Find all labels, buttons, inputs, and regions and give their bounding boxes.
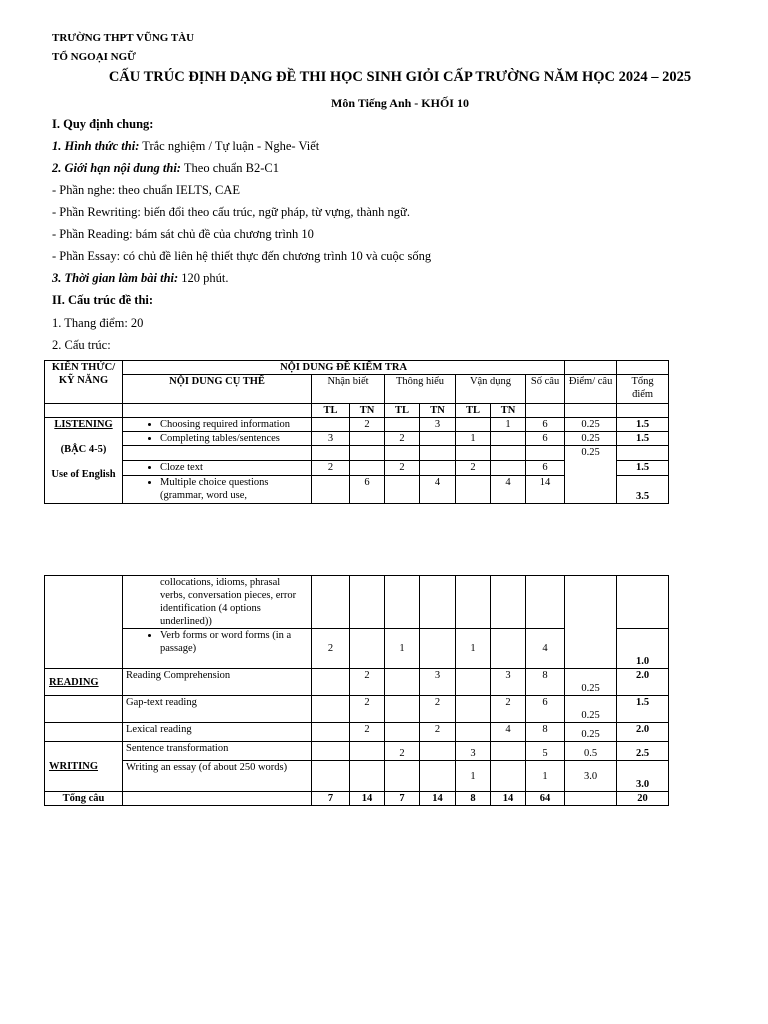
table-row — [45, 418, 669, 432]
cell-value: 6 — [526, 696, 565, 723]
header-application: Vận dụng — [456, 375, 526, 404]
skill-reading-cell — [45, 669, 123, 696]
skill-level: (BẬC 4-5) — [60, 444, 107, 455]
header-row-2 — [45, 375, 669, 404]
reading-note: - Phần Reading: bám sát chủ đề của chương trình 10 — [52, 227, 314, 241]
section-1-heading: I. Quy định chung: — [52, 117, 154, 131]
cell-value: 4 — [420, 476, 456, 504]
cell-value: 2.0 — [617, 669, 669, 696]
cell-value: 1 — [456, 629, 491, 669]
cell-value: 3.0 — [565, 761, 617, 792]
row-label: Gap-text reading — [123, 696, 312, 723]
header-tn: TN — [491, 404, 526, 418]
cell-value: 4 — [491, 476, 526, 504]
cell-value: 2 — [350, 696, 385, 723]
cell-value: 8 — [526, 669, 565, 696]
row-label: Writing an essay (of about 250 words) — [123, 761, 312, 792]
cell-value: 2 — [385, 742, 420, 761]
school-name: TRƯỜNG THPT VŨNG TÀU — [52, 32, 195, 44]
cell-value: 14 — [526, 476, 565, 504]
skill-writing-cell — [45, 742, 123, 792]
header-tl: TL — [456, 404, 491, 418]
header-question-count: Số câu — [526, 375, 565, 404]
cell-value: 3 — [420, 418, 456, 432]
header-tn: TN — [350, 404, 385, 418]
row-label: Reading Comprehension — [123, 669, 312, 696]
cell-value: 3.0 — [617, 761, 669, 792]
table-row — [45, 761, 669, 792]
total-row — [45, 792, 669, 806]
row-label: • Verb forms or word forms (in a passage) — [160, 629, 308, 655]
time-label: 3. Thời gian làm bài thi: — [52, 271, 179, 285]
cell-value: 7 — [312, 792, 350, 806]
cell-value: 2 — [385, 461, 420, 476]
row-label: • Choosing required information — [160, 418, 308, 431]
header-row-3 — [45, 404, 669, 418]
cell-value: 6 — [526, 461, 565, 476]
row-label: • Completing tables/sentences — [160, 432, 308, 445]
time-line — [52, 271, 229, 286]
cell-value: 8 — [456, 792, 491, 806]
rewriting-note: - Phần Rewriting: biến đổi theo cấu trúc, ngữ pháp, từ vựng, thành ngữ. — [52, 205, 410, 219]
essay-note: - Phần Essay: có chủ đề liên hệ thiết thực đến chương trình 10 và cuộc sống — [52, 249, 432, 263]
header-knowledge: KIẾN THỨC/ KỸ NĂNG — [45, 361, 123, 404]
header-tn: TN — [420, 404, 456, 418]
cell-value: 20 — [617, 792, 669, 806]
cell-value: 1.5 — [617, 461, 669, 476]
row-label-cell — [123, 461, 312, 476]
cell-value: 1 — [456, 761, 491, 792]
content-limit-label: 2. Giới hạn nội dung thi: — [52, 161, 181, 175]
exam-format-text: Trắc nghiệm / Tự luận - Nghe- Viết — [139, 139, 320, 153]
section-2-heading: II. Cấu trúc đề thi: — [52, 293, 154, 307]
header-specific: NỘI DUNG CỤ THỂ — [123, 375, 312, 404]
row-label-cell — [123, 432, 312, 446]
cell-value: 4 — [491, 723, 526, 742]
cell-value: 2 — [312, 461, 350, 476]
row-label: • Cloze text — [160, 461, 308, 474]
cell-value: 3 — [491, 669, 526, 696]
cell-value: 3 — [456, 742, 491, 761]
exam-format-line — [52, 139, 319, 154]
listening-note: - Phần nghe: theo chuẩn IELTS, CAE — [52, 183, 241, 197]
cell-value: 2.0 — [617, 723, 669, 742]
listening-skill-cell — [45, 418, 123, 504]
table-row — [45, 742, 669, 761]
header-points-per-question: Điểm/ câu — [565, 375, 617, 404]
table-row — [45, 576, 669, 629]
cell-value: 1 — [456, 432, 491, 446]
content-limit-text: Theo chuẩn B2-C1 — [180, 161, 280, 175]
cell-value: 2.5 — [617, 742, 669, 761]
score-scale-line: 1. Thang điểm: 20 — [52, 316, 144, 330]
cell-value: 14 — [350, 792, 385, 806]
cell-value: 1.5 — [617, 432, 669, 446]
cell-value: 7 — [385, 792, 420, 806]
skill-reading: READING — [49, 676, 99, 688]
cell-value: 0.25 — [565, 696, 617, 723]
cell-value: 2 — [491, 696, 526, 723]
cell-value: 3.5 — [617, 476, 669, 504]
cell-value: 2 — [350, 669, 385, 696]
exam-format-label: 1. Hình thức thi: — [52, 139, 140, 153]
cell-value: 0.25 — [565, 418, 617, 432]
cell-value: 0.25 — [565, 446, 617, 504]
cell-value: 0.25 — [565, 432, 617, 446]
cell-value: 2 — [350, 723, 385, 742]
cell-value: 5 — [526, 742, 565, 761]
skill-listening: LISTENING — [54, 419, 113, 430]
header-tl: TL — [312, 404, 350, 418]
structure-table-part-2 — [44, 575, 669, 806]
table-row — [45, 446, 669, 461]
table-row — [45, 669, 669, 696]
skill-writing: WRITING — [49, 761, 99, 772]
cell-value: 6 — [526, 418, 565, 432]
cell-value: 64 — [526, 792, 565, 806]
cell-value: 1.5 — [617, 418, 669, 432]
row-label: Lexical reading — [123, 723, 312, 742]
cell-value: 2 — [385, 432, 420, 446]
table-row — [45, 723, 669, 742]
skill-use-of-english: Use of English — [51, 469, 116, 480]
cell-value: 2 — [420, 696, 456, 723]
document-title: CẤU TRÚC ĐỊNH DẠNG ĐỀ THI HỌC SINH GIỎI CẤP TRƯỜNG NĂM HỌC 2024 – 2025 — [108, 69, 692, 85]
cell-value: 8 — [526, 723, 565, 742]
header-total-points: Tổng điểm — [617, 375, 669, 404]
cell-value: 14 — [420, 792, 456, 806]
header-comprehension: Thông hiểu — [385, 375, 456, 404]
cell-value: 2 — [420, 723, 456, 742]
structure-table-part-1 — [44, 360, 669, 504]
time-text: 120 phút. — [178, 271, 229, 285]
cell-value: 14 — [491, 792, 526, 806]
cell-value: 1.5 — [617, 696, 669, 723]
row-label-cell — [123, 629, 312, 669]
cell-value: 0.25 — [565, 723, 617, 742]
cell-value: 3 — [420, 669, 456, 696]
cell-value: 6 — [350, 476, 385, 504]
content-limit-line — [52, 161, 279, 176]
table-row — [45, 432, 669, 446]
document-subtitle: Môn Tiếng Anh - KHỐI 10 — [331, 96, 469, 110]
row-label: • Multiple choice questions (grammar, word use, — [160, 476, 308, 502]
row-label-continued: collocations, idioms, phrasal verbs, conversation pieces, error identification (4 options underlined)) — [123, 576, 312, 629]
total-label: Tổng câu — [45, 792, 123, 806]
department-name: TỔ NGOẠI NGỮ — [52, 51, 136, 63]
cell-value: 2 — [350, 418, 385, 432]
cell-value: 0.25 — [565, 669, 617, 696]
row-label-cell — [123, 476, 312, 504]
cell-value: 0.5 — [565, 742, 617, 761]
cell-value: 3 — [312, 432, 350, 446]
structure-line: 2. Cấu trúc: — [52, 338, 111, 352]
cell-value: 2 — [456, 461, 491, 476]
cell-value: 1 — [526, 761, 565, 792]
table-row — [45, 696, 669, 723]
cell-value: 1 — [385, 629, 420, 669]
cell-value: 2 — [312, 629, 350, 669]
row-label: Sentence transformation — [123, 742, 312, 761]
header-recognition: Nhận biết — [312, 375, 385, 404]
cell-value: 4 — [526, 629, 565, 669]
header-content: NỘI DUNG ĐỀ KIỂM TRA — [123, 361, 565, 375]
header-tl: TL — [385, 404, 420, 418]
cell-value: 6 — [526, 432, 565, 446]
row-label-cell — [123, 418, 312, 432]
header-row-1 — [45, 361, 669, 375]
cell-value: 1.0 — [617, 629, 669, 669]
cell-value: 1 — [491, 418, 526, 432]
